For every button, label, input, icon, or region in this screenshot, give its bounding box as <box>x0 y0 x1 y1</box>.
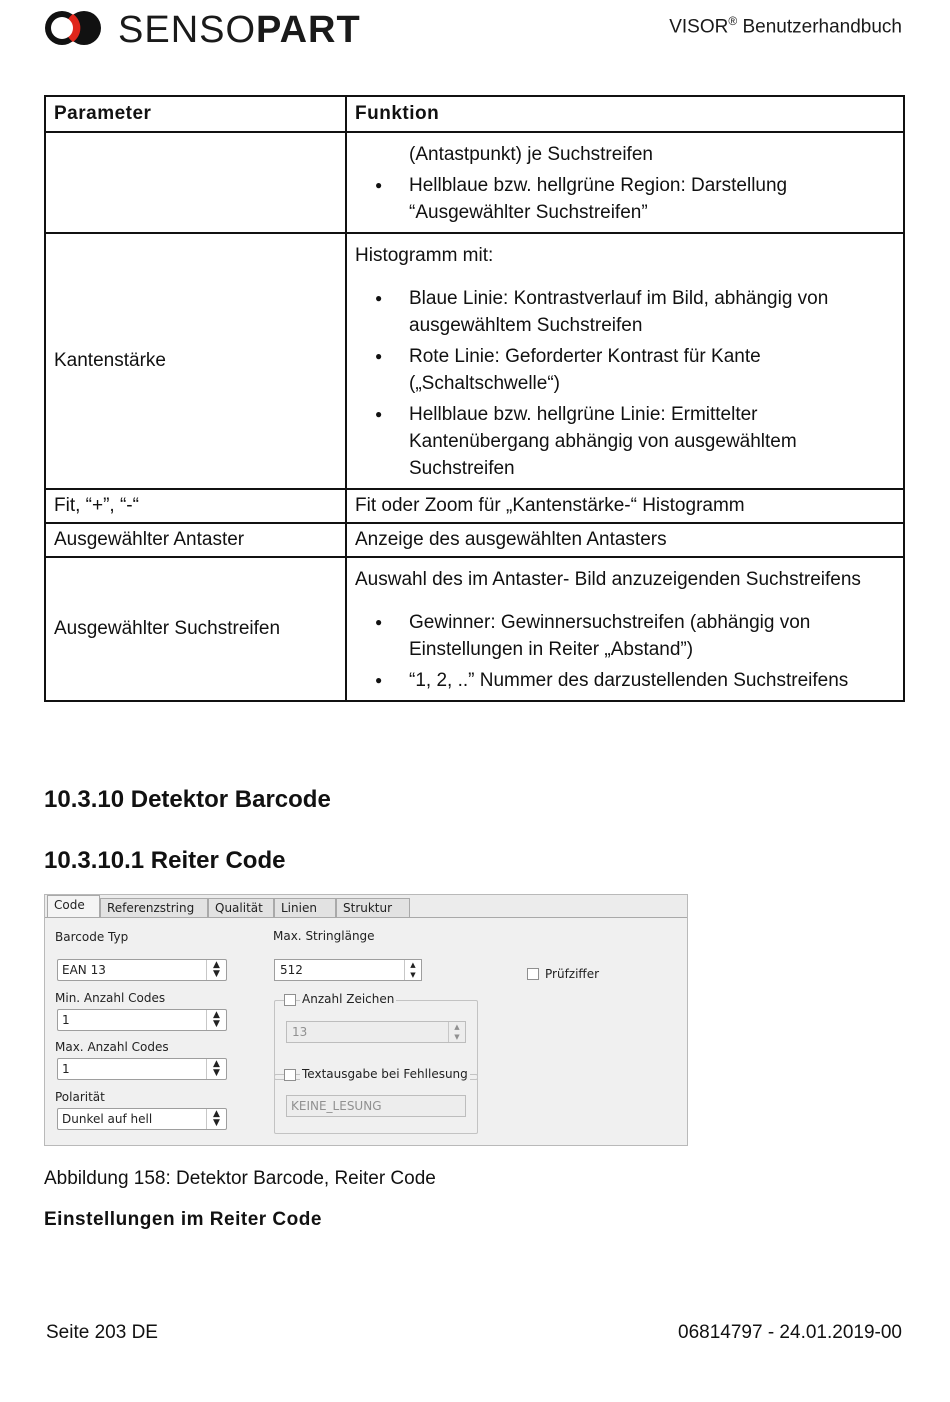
function-cell: Anzeige des ausgewählten Antasters <box>346 523 904 557</box>
spinner-arrows-icon: ▲ ▼ <box>206 1109 226 1129</box>
param-cell: Kantenstärke <box>45 233 346 489</box>
bullet-item: ● Hellblaue bzw. hellgrüne Linie: Ermittelter Kantenübergang abhängig von ausgewähltem Suchstreifen <box>375 404 797 479</box>
subsection-heading: 10.3.10.1 Reiter Code <box>44 847 286 874</box>
function-cell <box>346 132 904 233</box>
logo-circles-icon <box>44 10 104 46</box>
textausgabe-checkbox[interactable] <box>284 1069 296 1081</box>
table-row <box>45 523 904 557</box>
barcode-typ-select[interactable]: EAN 13 ▲ ▼ <box>57 959 227 981</box>
min-codes-spinbox[interactable]: 1 ▲ ▼ <box>57 1009 227 1031</box>
bullet-item: ● “1, 2, ..” Nummer des darzustellenden Suchstreifens <box>375 670 849 691</box>
pruefziffer-label: Prüfziffer <box>545 967 600 981</box>
parameter-table <box>44 95 905 702</box>
max-string-label: Max. Stringlänge <box>273 929 375 943</box>
intro-text: Histogramm mit: <box>355 245 494 266</box>
table-row <box>45 557 904 701</box>
textausgabe-label: Textausgabe bei Fehllesung <box>302 1067 468 1081</box>
anzahl-zeichen-checkbox[interactable] <box>284 994 296 1006</box>
bullet-item: ● Gewinner: Gewinnersuchstreifen (abhängig von Einstellungen in Reiter „Abstand”) <box>375 612 811 660</box>
tab-referenzstring[interactable]: Referenzstring <box>100 898 208 917</box>
textausgabe-input[interactable]: KEINE_LESUNG <box>286 1095 466 1117</box>
column-header-function: Funktion <box>346 96 904 132</box>
tab-struktur[interactable]: Struktur <box>336 898 410 917</box>
polaritaet-label: Polarität <box>55 1090 105 1104</box>
spinner-arrows-icon[interactable]: ▲ ▼ <box>448 1022 465 1042</box>
spinner-arrows-icon: ▲ ▼ <box>206 1010 226 1030</box>
polaritaet-select[interactable]: Dunkel auf hell ▲ ▼ <box>57 1108 227 1130</box>
max-string-spinbox[interactable]: 512 ▲ ▼ <box>274 959 422 981</box>
tab-code[interactable]: Code <box>47 895 100 918</box>
param-cell: Ausgewählter Antaster <box>45 523 346 557</box>
column-header-parameter: Parameter <box>45 96 346 132</box>
pruefziffer-checkbox[interactable] <box>527 968 539 980</box>
spinner-arrows-icon[interactable]: ▲ ▼ <box>404 960 421 980</box>
bullet-item: ● Hellblaue bzw. hellgrüne Region: Darstellung “Ausgewählter Suchstreifen” <box>375 175 788 223</box>
sensopart-logo <box>44 9 361 51</box>
document-title: VISOR® Benutzerhandbuch <box>669 14 902 38</box>
param-cell <box>45 132 346 233</box>
tab-bar <box>45 895 687 917</box>
param-cell: Ausgewählter Suchstreifen <box>45 557 346 701</box>
function-cell: Fit oder Zoom für „Kantenstärke-“ Histogramm <box>346 489 904 523</box>
table-header-row <box>45 96 904 132</box>
continuation-text: (Antastpunkt) je Suchstreifen <box>409 144 653 165</box>
barcode-typ-label: Barcode Typ <box>55 930 129 944</box>
barcode-settings-dialog <box>44 894 688 1146</box>
spinner-arrows-icon: ▲ ▼ <box>206 960 226 980</box>
param-cell: Fit, “+”, “-“ <box>45 489 346 523</box>
tab-linien[interactable]: Linien <box>274 898 336 917</box>
settings-heading: Einstellungen im Reiter Code <box>44 1209 322 1230</box>
bullet-item: ● Blaue Linie: Kontrastverlauf im Bild, abhängig von ausgewähltem Suchstreifen <box>375 288 829 336</box>
table-row <box>45 489 904 523</box>
max-codes-spinbox[interactable]: 1 ▲ ▼ <box>57 1058 227 1080</box>
table-row <box>45 132 904 233</box>
figure-caption: Abbildung 158: Detektor Barcode, Reiter Code <box>44 1168 436 1189</box>
max-codes-label: Max. Anzahl Codes <box>55 1040 169 1054</box>
page-number: Seite 203 DE <box>46 1322 158 1343</box>
bullet-item: ● Rote Linie: Geforderter Kontrast für Kante („Schaltschwelle“) <box>375 346 761 394</box>
tab-panel-code <box>45 917 687 1145</box>
section-heading: 10.3.10 Detektor Barcode <box>44 786 331 813</box>
anzahl-zeichen-spinbox[interactable]: 13 ▲ ▼ <box>286 1021 466 1043</box>
anzahl-zeichen-label: Anzahl Zeichen <box>302 992 395 1006</box>
logo-wordmark: SENSOPART <box>118 9 361 51</box>
tab-qualitaet[interactable]: Qualität <box>208 898 274 917</box>
min-codes-label: Min. Anzahl Codes <box>55 991 166 1005</box>
table-row <box>45 233 904 489</box>
document-id: 06814797 - 24.01.2019-00 <box>678 1322 902 1343</box>
function-cell <box>346 233 904 489</box>
function-cell <box>346 557 904 701</box>
intro-text: Auswahl des im Antaster- Bild anzuzeigenden Suchstreifens <box>355 569 861 590</box>
spinner-arrows-icon: ▲ ▼ <box>206 1059 226 1079</box>
